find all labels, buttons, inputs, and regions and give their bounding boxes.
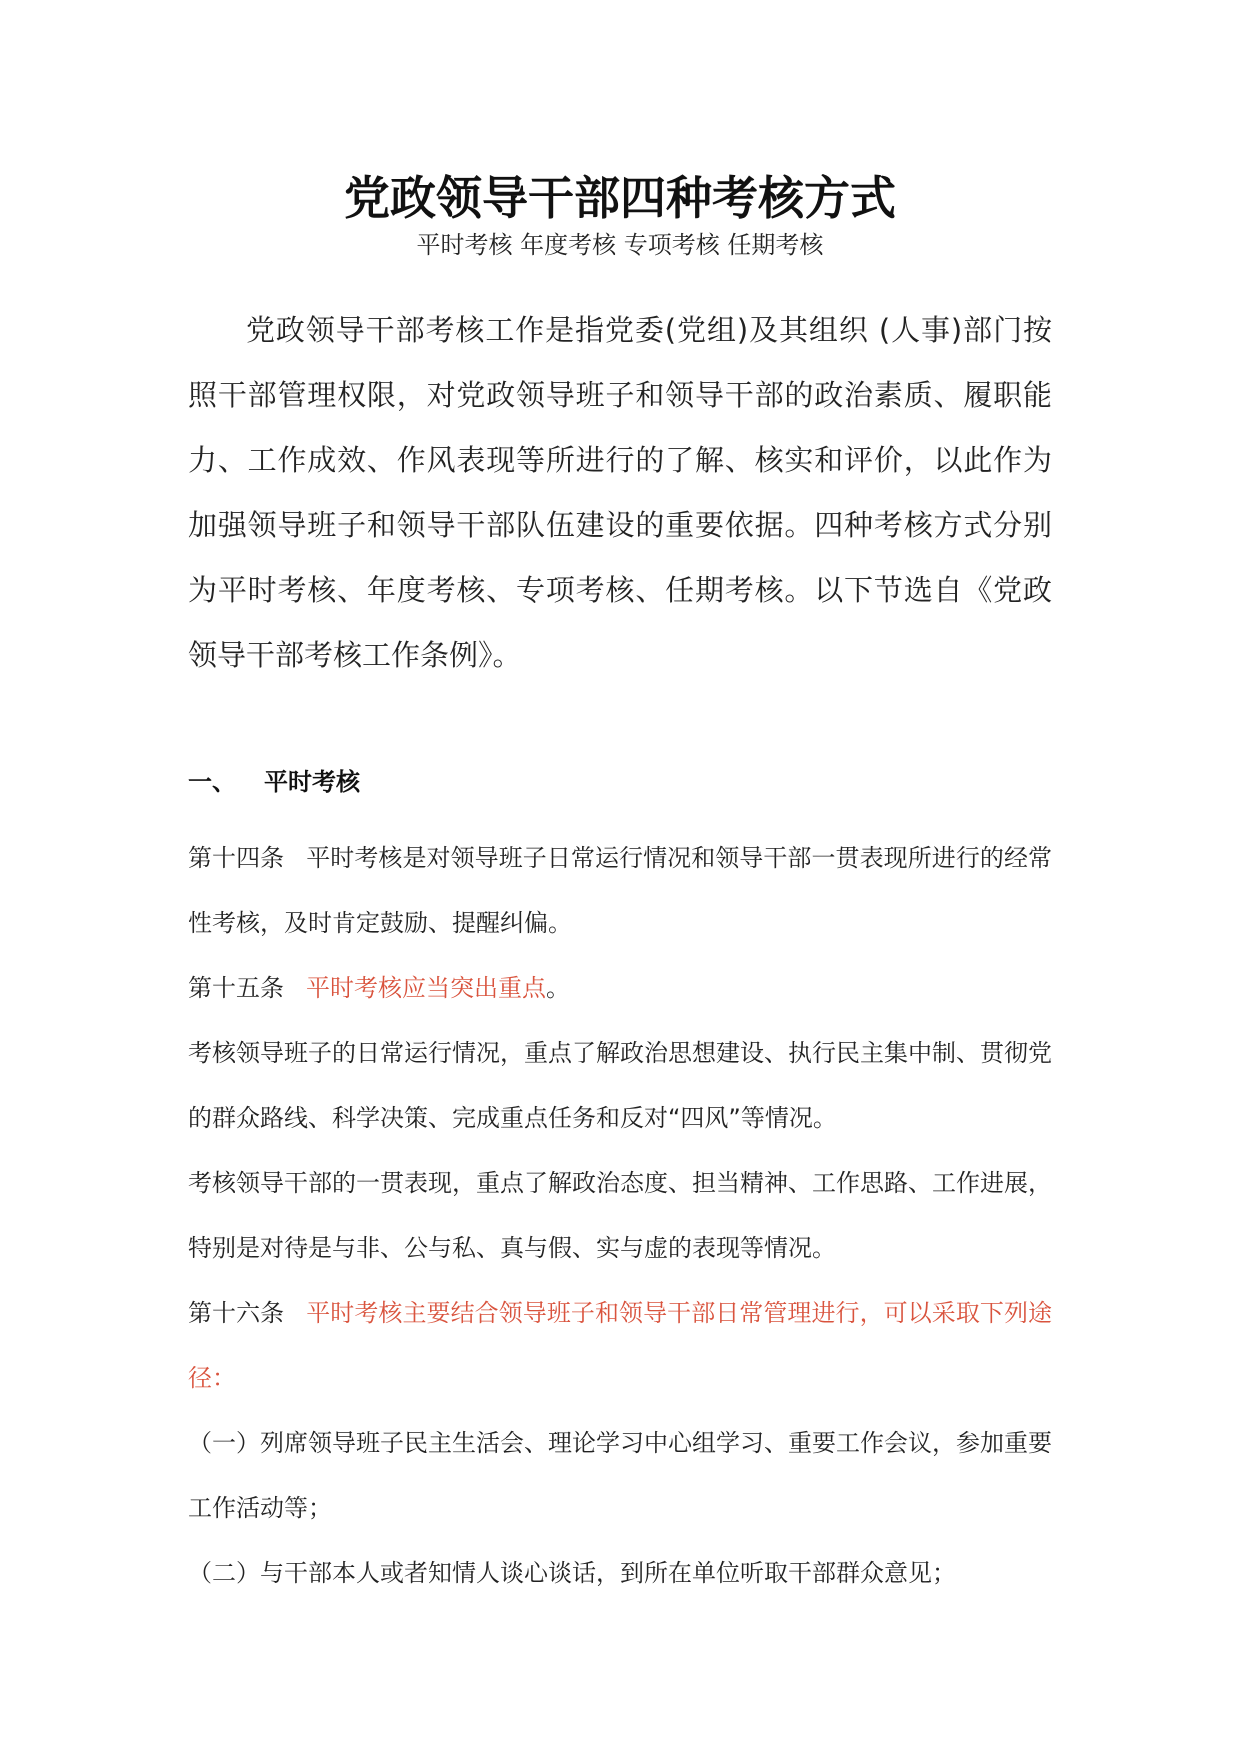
section-title: 平时考核 [264,768,360,796]
document-subtitle: 平时考核 年度考核 专项考核 任期考核 [416,231,824,259]
article-highlight: 平时考核应当突出重点 [306,974,546,1002]
article-label: 第十五条 [188,974,284,1002]
article-15 [188,956,1052,1021]
section-number: 一、 [188,768,236,796]
section-body [188,826,1052,1606]
article-14 [188,826,1052,956]
article-label: 第十四条 [188,844,285,872]
document-title: 党政领导干部四种考核方式 [344,171,896,225]
list-item-2: （二）与干部本人或者知情人谈心谈话，到所在单位听取干部群众意见； [188,1559,956,1587]
article-16 [188,1281,1052,1411]
intro-paragraph: 党政领导干部考核工作是指党委(党组)及其组织 (人事)部门按照干部管理权限，对党政领导班子和领导干部的政治素质、履职能力、工作成效、作风表现等所进行的了解、核实和评价，以此作为加强领导班子和领导干部队伍建设的重要依据。四种考核方式分别为平时考核、年度考核、专项考核、任期考核。以下节选自《党政领导干部考核工作条例》。 [188,313,1052,672]
article-label: 第十六条 [188,1299,285,1327]
article-text: 平时考核是对领导班子日常运行情况和领导干部一贯表现所进行的经常性考核，及时肯定鼓励、提醒纠偏。 [188,844,1053,937]
article-highlight: 平时考核主要结合领导班子和领导干部日常管理进行，可以采取下列途径： [188,1299,1053,1392]
paragraph-cadre-review: 考核领导干部的一贯表现，重点了解政治态度、担当精神、工作思路、工作进展，特别是对待是与非、公与私、真与假、实与虚的表现等情况。 [188,1169,1052,1262]
paragraph-team-review: 考核领导班子的日常运行情况，重点了解政治思想建设、执行民主集中制、贯彻党的群众路线、科学决策、完成重点任务和反对“四风”等情况。 [188,1039,1052,1132]
article-tail: 。 [546,974,570,1002]
section-heading [188,762,360,802]
list-item-1: （一）列席领导班子民主生活会、理论学习中心组学习、重要工作会议，参加重要工作活动等； [188,1429,1052,1522]
